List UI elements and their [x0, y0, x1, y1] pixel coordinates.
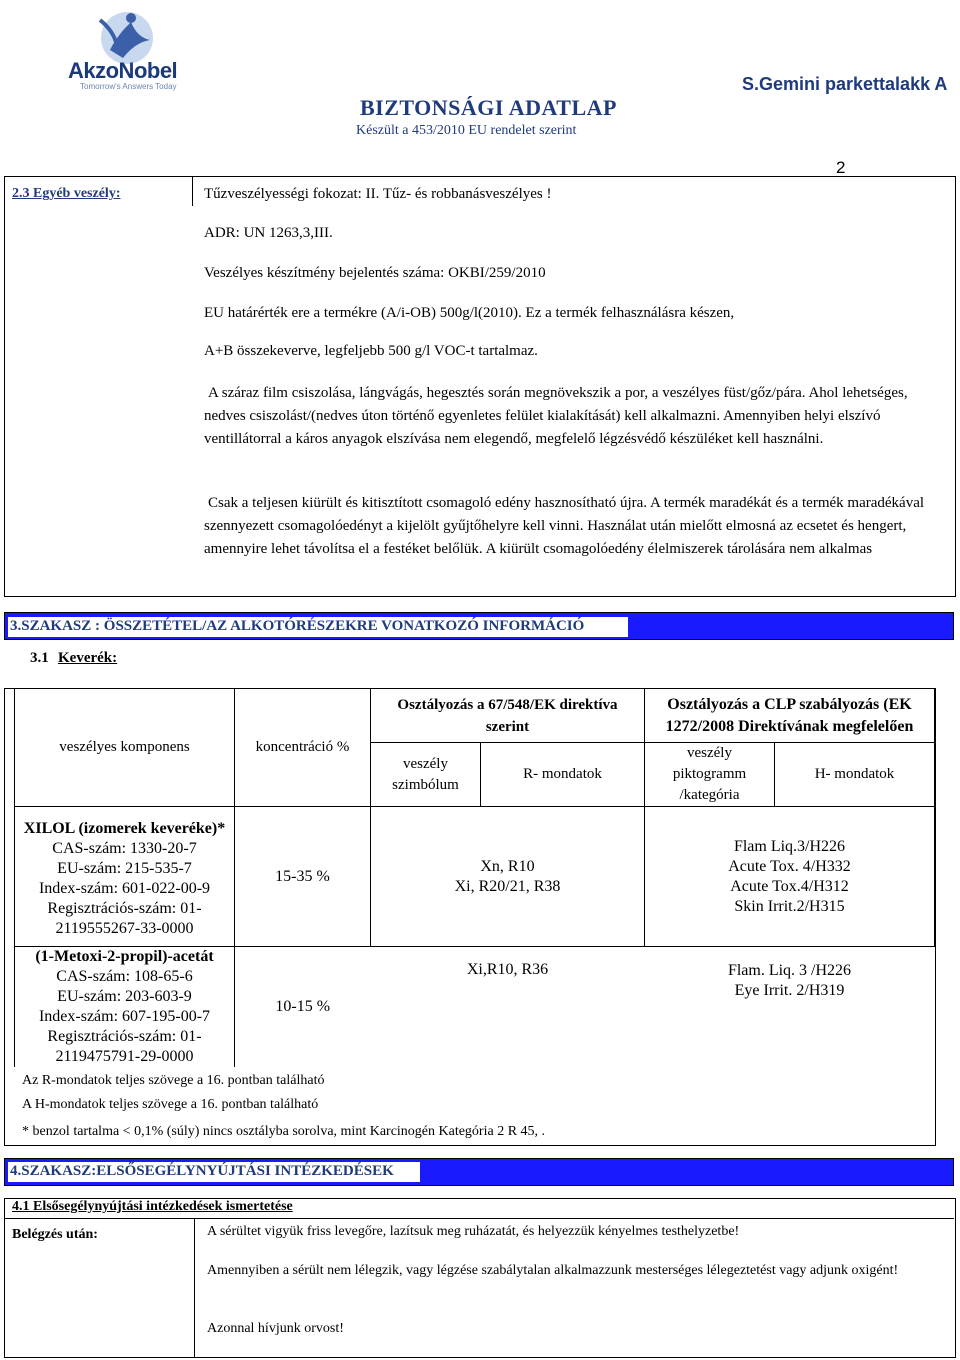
- r-line: Xi, R20/21, R38: [454, 877, 561, 895]
- header-directive: Osztályozás a 67/548/EK direktíva szerint: [371, 689, 645, 743]
- component-name: XILOL (izomerek keveréke)*: [23, 819, 226, 837]
- h-classification: [645, 947, 935, 1068]
- component-name: (1-Metoxi-2-propil)-acetát: [35, 948, 214, 965]
- h-line: Flam Liq.3/H226: [733, 837, 846, 855]
- cas-number: CAS-szám: 108-65-6: [56, 968, 193, 985]
- h-line: Flam. Liq. 3 /H226: [727, 962, 852, 979]
- note-r-phrases: Az R-mondatok teljes szövege a 16. pontban található: [22, 1073, 325, 1088]
- hazard-line-registration: Veszélyes készítmény bejelentés száma: OKBI/259/2010: [204, 265, 546, 281]
- index-number: Index-szám: 601-022-00-9: [38, 879, 211, 897]
- concentration-value: 10-15 %: [275, 998, 331, 1015]
- h-line: Acute Tox. 4/H332: [728, 857, 851, 875]
- page-number: 2: [836, 158, 846, 177]
- section-4-heading: 4.SZAKASZ:ELSŐSEGÉLYNYÚJTÁSI INTÉZKEDÉSEK: [10, 1163, 394, 1179]
- inhalation-label: Belégzés után:: [12, 1227, 98, 1242]
- hazard-line-adr: ADR: UN 1263,3,III.: [204, 225, 333, 241]
- r-line: Xi,R10, R36: [466, 961, 549, 978]
- first-aid-divider: [194, 1218, 954, 1219]
- hazard-line-fire: Tűzveszélyességi fokozat: II. Tűz- és robbanásveszélyes !: [204, 186, 552, 202]
- subsection-3-1-label: Keverék:: [58, 650, 118, 666]
- note-benzene: * benzol tartalma < 0,1% (súly) nincs osztályba sorolva, mint Karcinogén Kategória 2 R 45, .: [22, 1124, 546, 1139]
- document-title: BIZTONSÁGI ADATLAP: [360, 95, 617, 120]
- eu-number: EU-szám: 215-535-7: [57, 859, 192, 877]
- brand-name: AkzoNobel: [68, 58, 178, 83]
- product-name: S.Gemini parkettalakk A: [742, 74, 948, 94]
- note-h-phrases: A H-mondatok teljes szövege a 16. pontban található: [22, 1097, 319, 1112]
- header-concentration: koncentráció %: [235, 689, 371, 807]
- inhalation-line-2: Amennyiben a sérült nem lélegzik, vagy légzése szabálytalan alkalmazzunk mesterséges lélegeztetést vagy adjunk oxigént!: [207, 1263, 899, 1278]
- inhalation-line-1: A sérültet vigyük friss levegőre, lazítsuk meg ruházatát, és helyezzük kényelmes testhelyzetbe!: [207, 1224, 740, 1239]
- eu-number: EU-szám: 203-603-9: [57, 988, 192, 1005]
- document-subtitle: Készült a 453/2010 EU rendelet szerint: [356, 123, 577, 138]
- header-h-phrases: H- mondatok: [775, 743, 935, 807]
- header-r-phrases: R- mondatok: [481, 743, 645, 807]
- hazard-line-eu-limit: EU határérték ere a termékre (A/i-OB) 500g/l(2010). Ez a termék felhasználásra készen,: [204, 305, 735, 321]
- registration-number: Regisztrációs-szám: 01-2119555267-33-0000: [47, 899, 202, 937]
- h-line: Skin Irrit.2/H315: [734, 897, 845, 915]
- brand-tagline: Tomorrow's Answers Today: [80, 82, 177, 91]
- header-pictogram: veszély piktogramm /kategória: [645, 743, 775, 807]
- section-2-3-label: 2.3 Egyéb veszély:: [12, 186, 121, 201]
- concentration-value: 15-35 %: [235, 807, 371, 947]
- inhalation-line-3: Azonnal hívjunk orvost!: [207, 1321, 344, 1336]
- component-methoxypropyl-acetate: [15, 947, 235, 1068]
- header-hazard-symbol: veszély szimbólum: [371, 743, 481, 807]
- r-line: Xn, R10: [480, 857, 535, 875]
- h-line: Eye Irrit. 2/H319: [734, 982, 845, 999]
- header-component: veszélyes komponens: [15, 689, 235, 807]
- r-classification: [371, 807, 645, 947]
- index-number: Index-szám: 607-195-00-7: [38, 1008, 211, 1025]
- mixture-table: [14, 688, 935, 1067]
- hazard-line-voc: A+B összekeverve, legfeljebb 500 g/l VOC-t tartalmaz.: [204, 343, 538, 359]
- r-classification: [371, 947, 645, 1068]
- cas-number: CAS-szám: 1330-20-7: [52, 839, 197, 857]
- registration-number: Regisztrációs-szám: 01-2119475791-29-0000: [47, 1028, 202, 1065]
- subsection-4-1-heading: 4.1 Elsősegélynyújtási intézkedések ismertetése: [12, 1199, 293, 1214]
- h-line: Acute Tox.4/H312: [730, 877, 849, 895]
- header-clp: Osztályozás a CLP szabályozás (EK 1272/2008 Direktívának megfelelően: [645, 689, 935, 743]
- component-xylene: [15, 807, 235, 947]
- hazard-paragraph-packaging: Csak a teljesen kiürült és kitisztított csomagoló edény hasznosítható újra. A termék maradékát és a termék maradékával szennyezett csomagolóedényt a kijelölt gyűjtőhelyre kell vinni. Használat után mielőtt elmosná az ecsetet és hengert, amennyire lehet távolítsa el a festéket belőlük. A kiürült csomagolóedény élelmiszerek tárolására nem alkalmas: [204, 495, 925, 557]
- subsection-3-1-number: 3.1: [30, 650, 49, 666]
- section-3-heading: 3.SZAKASZ : ÖSSZETÉTEL/AZ ALKOTÓRÉSZEKRE VONATKOZÓ INFORMÁCIÓ: [10, 618, 585, 634]
- hazard-paragraph-sanding: A száraz film csiszolása, lángvágás, hegesztés során megnövekszik a por, a veszélyes füst/gőz/pára. Ahol lehetséges, nedves csiszolást/(nedves úton történő egyenletes felület kialakítását) kell alkalmazni. Amennyiben helyi elszívó ventillátorral a káros anyagok elszívása nem elegendő, megfelelő légzésvédő készüléket kell használni.: [204, 385, 908, 447]
- h-classification: [645, 807, 935, 947]
